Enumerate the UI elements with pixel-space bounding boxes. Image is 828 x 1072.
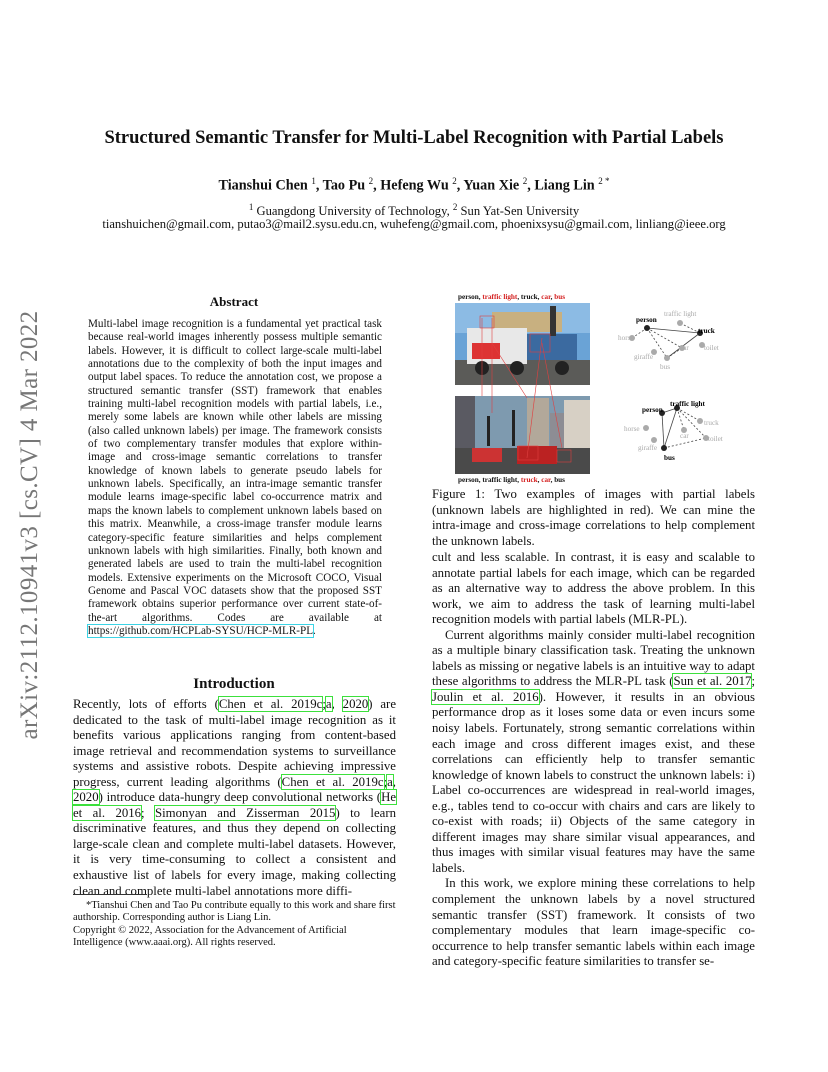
figure-1-caption: Figure 1: Two examples of images with partial labels (unknown labels are highlighted in red). We can mine the intra-image and cross-image correlations to help complement the unknown labels. xyxy=(432,487,755,548)
author-name: Tianshui Chen xyxy=(218,177,312,194)
arxiv-id: arXiv:2112.10941v3 [cs.CV] 4 Mar 2022 xyxy=(16,310,43,740)
text-run: ; xyxy=(383,774,388,789)
truck-image xyxy=(455,303,590,385)
g2-car: car xyxy=(680,432,689,440)
author-emails: tianshuichen@gmail.com, putao3@mail2.sysu.edu.cn, wuhefeng@gmail.com, phoenixsysu@gmail.com, linliang@ieee.org xyxy=(102,217,726,231)
author-name: Tao Pu xyxy=(322,177,369,194)
figure-1 xyxy=(432,288,755,486)
figure-label: car xyxy=(541,476,551,484)
graph-2 xyxy=(624,400,723,462)
citation-link[interactable]: Sun et al. 2017 xyxy=(673,674,752,689)
author-separator: , xyxy=(373,177,381,194)
g2-giraffe: giraffe xyxy=(638,444,658,452)
figure-label: bus xyxy=(554,293,565,301)
figure-label: person, xyxy=(458,293,483,301)
g1-traffic-light: traffic light xyxy=(664,310,697,318)
text-run: ) introduce data-hungry deep convolutional networks ( xyxy=(98,790,382,805)
footnotes xyxy=(73,900,396,949)
g1-car: car xyxy=(680,344,689,352)
citation-link[interactable]: Simonyan and Zisserman 2015 xyxy=(155,805,336,820)
g1-person: person xyxy=(636,316,657,324)
citation-link[interactable]: Chen et al. 2019c xyxy=(218,697,323,711)
figure-top-labels xyxy=(458,293,565,301)
author-name: Liang Lin xyxy=(534,177,599,194)
g2-traffic-light: traffic light xyxy=(670,400,705,408)
g2-bus: bus xyxy=(664,454,675,462)
author-affil-sup: 2 xyxy=(452,176,457,186)
author-separator: , xyxy=(527,177,535,194)
affiliation-2: Sun Yat-Sen University xyxy=(457,204,580,219)
figure-label: car xyxy=(541,293,551,301)
figure-label: truck xyxy=(520,476,538,484)
figure-label: , xyxy=(550,293,555,301)
figure-label: , bus xyxy=(550,476,565,484)
citation-link[interactable]: a xyxy=(387,774,393,789)
text-run: ) to learn discriminative features, and thus they depend on collecting large-scale clean and complete multi-label datasets. However, it is very time-consuming to collect a consistent and exhaustive list of labels for every image, making collecting clean and complete multi-label annotations more diffi- xyxy=(73,805,396,898)
text-run: ; xyxy=(322,697,326,711)
right-paragraph-2 xyxy=(432,628,755,877)
text-run: Recently, lots of efforts ( xyxy=(73,697,219,711)
footnote-authorship: *Tianshui Chen and Tao Pu contribute equally to this work and share first authorship. Corresponding author is Liang Lin. xyxy=(73,900,396,924)
g2-truck: truck xyxy=(704,419,719,427)
citation-link[interactable]: He et al. 2016 xyxy=(73,790,396,820)
figure-label: , truck, xyxy=(517,293,542,301)
author-affil-sup: 2 * xyxy=(598,176,610,186)
footnote-copyright: Copyright © 2022, Association for the Advancement of Artificial Intelligence (www.aaai.org). All rights reserved. xyxy=(73,924,347,948)
citation-link[interactable]: Chen et al. 2019c xyxy=(281,774,384,789)
text-run: , xyxy=(392,774,396,789)
abstract-end: . xyxy=(313,624,316,637)
abstract-body xyxy=(88,318,382,638)
g1-giraffe: giraffe xyxy=(634,353,654,361)
paper-title: Structured Semantic Transfer for Multi-Label Recognition with Partial Labels xyxy=(104,128,724,148)
abstract-text: Multi-label image recognition is a fundamental yet practical task because real-world images inherently possess multiple semantic labels. However, it is difficult to collect large-scale multi-label annotations due to the complexity of both the input images and output label spaces. To reduce the annotation cost, we propose a structured semantic transfer (SST) framework that enables training multi-label recognition models with partial labels, i.e., merely some labels are known while other labels are missing (also called unknown labels) per image. The framework consists of two complementary transfer modules that explore within-image and cross-image semantic correlations to transfer knowledge of known labels to generate pseudo labels for unknown labels. Specifically, an intra-image semantic transfer module learns image-specific label co-occurrence matrix and maps the known labels to complement unknown labels based on this matrix. Meanwhile, a cross-image transfer module learns category-specific feature similarities and helps complement unknown labels with high similarities. Finally, both known and generated labels are used to train the multi-label recognition models. Extensive experiments on the Microsoft COCO, Visual Genome and Pascal VOC datasets show that the proposed SST framework obtains superior performance over current state-of-the-art algorithms. Codes are available at xyxy=(88,318,382,624)
figure-label: traffic light xyxy=(482,293,518,301)
author-separator: , xyxy=(456,177,464,194)
figure-bottom-labels xyxy=(458,476,565,484)
affil-sup-1: 1 xyxy=(248,202,254,212)
figure-label: person, traffic light, xyxy=(458,476,521,484)
g1-toilet: toilet xyxy=(704,344,719,352)
right-column xyxy=(432,550,755,970)
author-list xyxy=(0,176,828,195)
g2-person: person xyxy=(642,406,663,414)
figure-label: , xyxy=(537,476,542,484)
text-run: ; xyxy=(751,674,756,689)
figure-1-graphic xyxy=(432,288,755,486)
g1-horse: horse xyxy=(618,334,634,342)
arxiv-sidebar xyxy=(4,290,56,760)
author-affil-sup: 2 xyxy=(368,176,374,186)
footnote-rule xyxy=(73,894,147,895)
citation-link[interactable]: Joulin et al. 2016 xyxy=(432,689,539,704)
text-run: Current algorithms mainly consider multi-label recognition as a multiple binary classification task. Treating the unknown labels as missing or negative labels is an intuitive way to adapt these algorithms to address the MLR-PL task ( xyxy=(432,627,755,689)
affil-sup-2: 2 xyxy=(452,202,458,212)
g1-truck: truck xyxy=(698,327,715,335)
text-run: ). However, it results in an obvious performance drop as it loses some data or even incurs some noisy labels. Fortunately, strong semantic correlations within each image and cross different images exist, and these correlations can efficiently help to transfer semantic knowledge of known labels to construct the unknown labels: i) Label co-occurrences are widespread in real-world images, e.g., tables tend to co-occur with chairs and cars are likely to co-exist with roads; ii) Objects of the same category in different images may share similar visual appearances, and thus images with similar visual features may have the same labels. xyxy=(432,689,755,875)
introduction-heading: Introduction xyxy=(193,676,275,692)
text-run: ) are dedicated to the task of multi-label image recognition as it benefits various applications ranging from content-based image retrieval and recommendation systems to surveillance systems and assistive robots. Despite achieving impressive progress, current leading algorithms ( xyxy=(73,697,396,789)
g1-bus: bus xyxy=(660,363,670,371)
code-link[interactable]: https://github.com/HCPLab-SYSU/HCP-MLR-PL xyxy=(88,624,313,637)
graph-1 xyxy=(618,310,719,371)
author-separator: , xyxy=(315,177,323,194)
right-paragraph-3: In this work, we explore mining these correlations to help complement the unknown labels by a novel structured semantic transfer (SST) framework. It consists of two complementary modules that learn image-specific co-occurrence to help transfer semantic labels within each image and category-specific feature similarities to transfer se- xyxy=(432,876,755,969)
author-affil-sup: 1 xyxy=(311,176,316,186)
intro-paragraph-1 xyxy=(73,697,396,899)
citation-link[interactable]: a xyxy=(325,697,332,711)
text-run: , xyxy=(331,697,343,711)
g2-toilet: toilet xyxy=(708,435,723,443)
right-paragraph-1: cult and less scalable. In contrast, it is easy and scalable to annotate partial labels for each image, which can be regarded as an alternative way to address the above problem. In this work, we aim to address the task of learning multi-label recognition models with partial labels (MLR-PL). xyxy=(432,550,755,627)
author-name: Hefeng Wu xyxy=(380,177,453,194)
author-name: Yuan Xie xyxy=(463,177,523,194)
abstract-heading: Abstract xyxy=(209,294,259,309)
g2-horse: horse xyxy=(624,425,640,433)
citation-link[interactable]: 2020 xyxy=(73,790,99,805)
citation-link[interactable]: 2020 xyxy=(342,697,369,711)
author-affil-sup: 2 xyxy=(522,176,528,186)
text-run: ; xyxy=(141,805,155,820)
affiliation-1: Guangdong University of Technology, xyxy=(253,204,453,219)
